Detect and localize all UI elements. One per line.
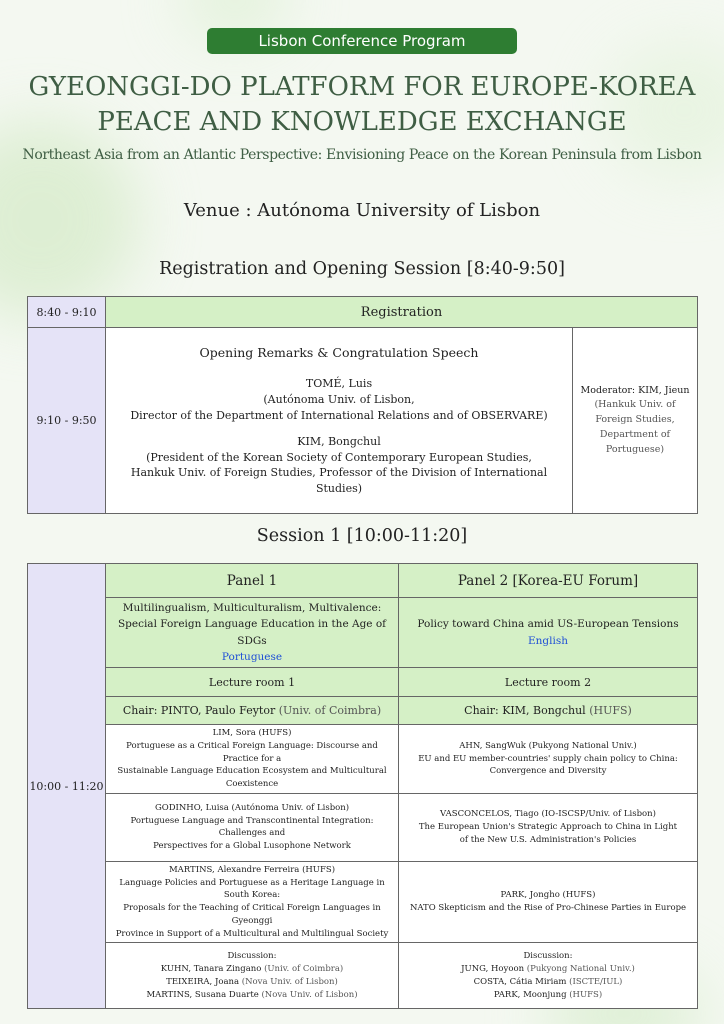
- opening-session-heading: Registration and Opening Session [8:40-9:50]: [159, 259, 565, 279]
- paper-title: Portuguese as a Critical Foreign Language: Discourse and Practice for a: [126, 740, 378, 764]
- speaker-affiliation: Hankuk Univ. of Foreign Studies, Professor of the Division of International Studies): [130, 466, 548, 496]
- chair-affiliation: (HUFS): [589, 704, 632, 718]
- discussion-label: Discussion:: [227, 951, 277, 962]
- moderator-cell: [573, 328, 698, 514]
- paper-title: Proposals for the Teaching of Critical Foreign Languages in Gyeonggi: [123, 903, 381, 926]
- discussant: PARK, Moonjung (HUFS): [493, 989, 603, 1000]
- session1-heading: Session 1 [10:00-11:20]: [256, 526, 468, 546]
- discussant: KUHN, Tanara Zingano (Univ. of Coimbra): [160, 964, 344, 975]
- panel1-title-line: Special Foreign Language Education in the Age of SDGs: [117, 618, 387, 647]
- chair-affiliation: (Univ. of Coimbra): [278, 704, 382, 718]
- discussant: COSTA, Cátia Miriam (ISCTE/IUL): [473, 976, 623, 987]
- paper-title: Perspectives for a Global Lusophone Network: [153, 841, 351, 852]
- page-subtitle: Northeast Asia from an Atlantic Perspective: Envisioning Peace on the Korean Peninsula from Lisbon: [22, 147, 702, 163]
- panel2-language: English: [527, 634, 569, 647]
- chair-name: Chair: PINTO, Paulo Feytor: [122, 704, 276, 718]
- panel1-paper: [106, 725, 399, 794]
- paper-title: NATO Skepticism and the Rise of Pro-Chinese Parties in Europe: [409, 903, 687, 914]
- panel2-title-line: Policy toward China amid US-European Tensions: [417, 618, 679, 631]
- paper-title: Province in Support of a Multicultural and Multilingual Society: [115, 928, 389, 939]
- panel1-discussion: [106, 943, 399, 1009]
- paper-title: Portuguese Language and Transcontinental Integration: Challenges and: [130, 815, 374, 839]
- panel2-header: Panel 2 [Korea-EU Forum]: [399, 564, 698, 598]
- paper-title: of the New U.S. Administration's Policies: [459, 834, 637, 845]
- presenter-name: PARK, Jongho (HUFS): [500, 890, 596, 901]
- session1-table: [27, 563, 698, 1009]
- page-title-line2: PEACE AND KNOWLEDGE EXCHANGE: [97, 107, 627, 137]
- program-badge: Lisbon Conference Program: [207, 28, 517, 54]
- speaker-affiliation: Director of the Department of International Relations and of OBSERVARE): [130, 408, 548, 422]
- session1-time: 10:00 - 11:20: [28, 564, 106, 1009]
- remarks-title: Opening Remarks & Congratulation Speech: [199, 344, 479, 360]
- panel1-chair: [106, 697, 399, 725]
- presenter-name: VASCONCELOS, Tiago (IO-ISCSP/Univ. of Lisbon): [440, 809, 656, 820]
- moderator-affiliation: (Hankuk Univ. of: [594, 399, 676, 411]
- panel2-paper: [399, 725, 698, 794]
- paper-title: Convergence and Diversity: [489, 766, 607, 777]
- remarks-time: 9:10 - 9:50: [28, 328, 106, 514]
- presenter-name: LIM, Sora (HUFS): [212, 728, 292, 739]
- presenter-name: AHN, SangWuk (Pukyong National Univ.): [459, 740, 637, 751]
- paper-title: Language Policies and Portuguese as a Heritage Language in South Korea:: [119, 877, 385, 901]
- paper-title: The European Union's Strategic Approach to China in Light: [418, 821, 678, 832]
- registration-time: 8:40 - 9:10: [28, 297, 106, 328]
- page-title-line1: GYEONGGI-DO PLATFORM FOR EUROPE-KOREA: [28, 72, 696, 102]
- panel2-chair: [399, 697, 698, 725]
- discussant: JUNG, Hoyoon (Pukyong National Univ.): [461, 964, 635, 975]
- speaker-name: KIM, Bongchul: [297, 434, 381, 448]
- panel2-room: Lecture room 2: [399, 668, 698, 697]
- panel2-paper: [399, 861, 698, 943]
- moderator-affiliation: Foreign Studies,: [595, 414, 675, 426]
- chair-name: Chair: KIM, Bongchul: [464, 704, 586, 718]
- panel1-header: Panel 1: [106, 564, 399, 598]
- paper-title: EU and EU member-countries' supply chain policy to China:: [418, 753, 678, 764]
- opening-session-table: [27, 296, 698, 514]
- moderator-name: Moderator: KIM, Jieun: [580, 384, 690, 396]
- opening-remarks-cell: [106, 328, 573, 514]
- panel2-discussion: [399, 943, 698, 1009]
- presenter-name: GODINHO, Luisa (Autónoma Univ. of Lisbon): [154, 802, 350, 813]
- speaker-affiliation: (President of the Korean Society of Contemporary European Studies,: [146, 450, 532, 464]
- paper-title: Sustainable Language Education Ecosystem and Multicultural Coexistence: [117, 766, 387, 790]
- panel2-paper: [399, 793, 698, 861]
- panel1-paper: [106, 793, 399, 861]
- panel1-title-line: Multilingualism, Multiculturalism, Multivalence:: [122, 602, 382, 614]
- panel1-paper: [106, 861, 399, 943]
- discussant: MARTINS, Susana Duarte (Nova Univ. of Lisbon): [146, 989, 358, 1000]
- speaker-affiliation: (Autónoma Univ. of Lisbon,: [263, 392, 415, 406]
- presenter-name: MARTINS, Alexandre Ferreira (HUFS): [168, 864, 336, 875]
- panel1-language: Portuguese: [221, 650, 283, 663]
- panel1-room: Lecture room 1: [106, 668, 399, 697]
- discussion-label: Discussion:: [523, 951, 573, 962]
- panel2-title: [399, 598, 698, 668]
- discussant: TEIXEIRA, Joana (Nova Univ. of Lisbon): [166, 976, 338, 987]
- venue: Venue : Autónoma University of Lisbon: [183, 200, 541, 221]
- registration-label: Registration: [106, 297, 698, 328]
- speaker-name: TOMÉ, Luis: [305, 376, 373, 390]
- moderator-affiliation: Department of Portuguese): [599, 428, 671, 455]
- panel1-title: [106, 598, 399, 668]
